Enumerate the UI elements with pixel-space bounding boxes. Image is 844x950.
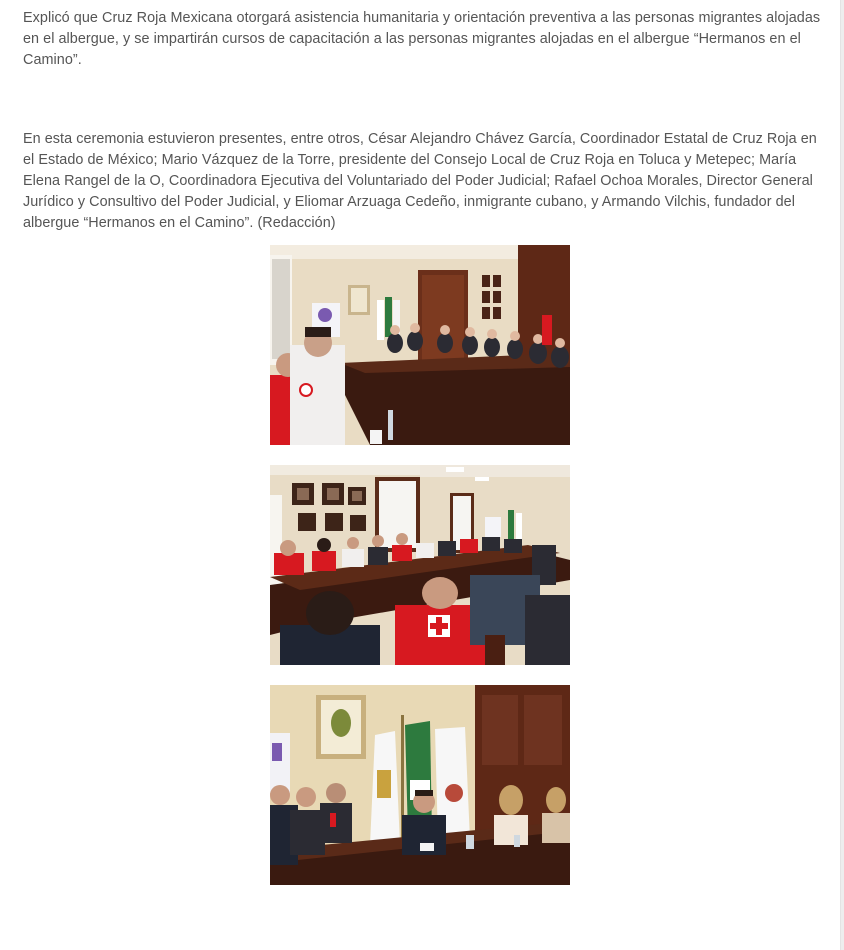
- meeting-photo-3[interactable]: [270, 685, 570, 885]
- article-paragraph-1: Explicó que Cruz Roja Mexicana otorgará asistencia humanitaria y orientación preventiva a las personas migrantes alojadas en el albergue, y se impartirán cursos de capacitación a las personas migrantes alojadas en el albergue “Hermanos en el Camino”.: [23, 10, 821, 68]
- meeting-photo-2-image: [270, 465, 570, 665]
- article-body: [23, 8, 823, 234]
- article-paragraph-2: En esta ceremonia estuvieron presentes, entre otros, César Alejandro Chávez García, Coordinador Estatal de Cruz Roja en el Estado de México; Mario Vázquez de la Torre, presidente del Consejo Local de Cruz Roja en Toluca y Metepec; María Elena Rangel de la O, Coordinadora Ejecutiva del Voluntariado del Poder Judicial; Rafael Ochoa Morales, Director General Jurídico y Consultivo del Poder Judicial, y Eliomar Arzuaga Cedeño, inmigrante cubano, y Armando Vilchis, fundador del albergue “Hermanos en el Camino”. (Redacción): [23, 131, 817, 231]
- meeting-photo-2[interactable]: [270, 465, 570, 665]
- meeting-photo-3-image: [270, 685, 570, 885]
- scrollbar-track[interactable]: [840, 0, 844, 950]
- meeting-photo-1[interactable]: [270, 245, 570, 445]
- meeting-photo-1-image: [270, 245, 570, 445]
